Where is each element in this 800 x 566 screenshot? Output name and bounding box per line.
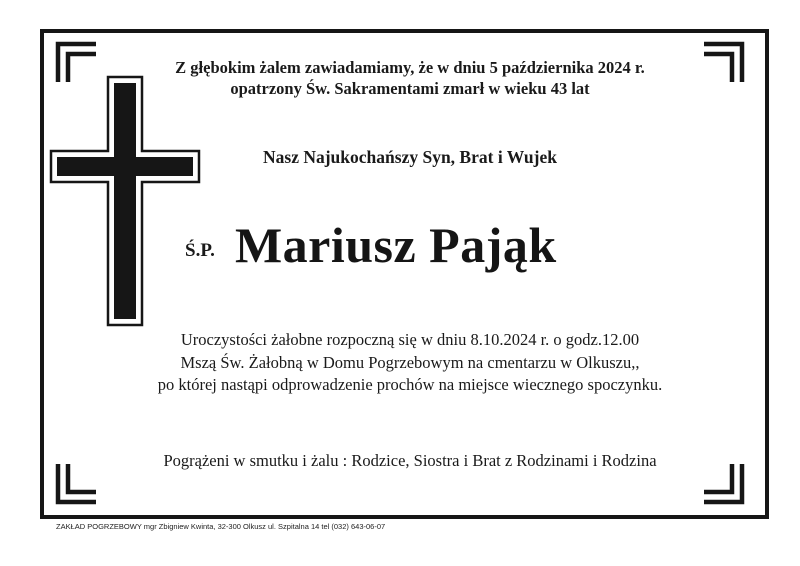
ceremony-line-1: Uroczystości żałobne rozpoczną się w dniu 8.10.2024 r. o godz.12.00 — [180, 330, 640, 349]
deceased-name-row — [185, 216, 557, 274]
mourners-text: Pogrążeni w smutku i żalu : Rodzice, Siostra i Brat z Rodzinami i Rodzina — [163, 451, 657, 470]
name-prefix: Ś.P. — [185, 240, 215, 261]
deceased-name: Mariusz Pająk — [234, 217, 557, 273]
announcement-line-2: opatrzony Św. Sakramentami zmarł w wieku 43 lat — [230, 79, 590, 98]
funeral-home-footer: ZAKŁAD POGRZEBOWY mgr Zbigniew Kwinta, 32-300 Olkusz ul. Szpitalna 14 tel (032) 643-06-07 — [56, 522, 386, 531]
ceremony-line-2: Mszą Św. Żałobną w Domu Pogrzebowym na cmentarzu w Olkuszu,, — [180, 353, 640, 372]
relation-text: Nasz Najukochańszy Syn, Brat i Wujek — [263, 147, 557, 167]
corner-ornament-icon — [52, 462, 98, 508]
cross-icon — [48, 74, 202, 328]
announcement-line-1: Z głębokim żalem zawiadamiamy, że w dniu 5 października 2024 r. — [175, 58, 645, 77]
ceremony-line-3: po której nastąpi odprowadzenie prochów na miejsce wiecznego spoczynku. — [157, 375, 663, 394]
